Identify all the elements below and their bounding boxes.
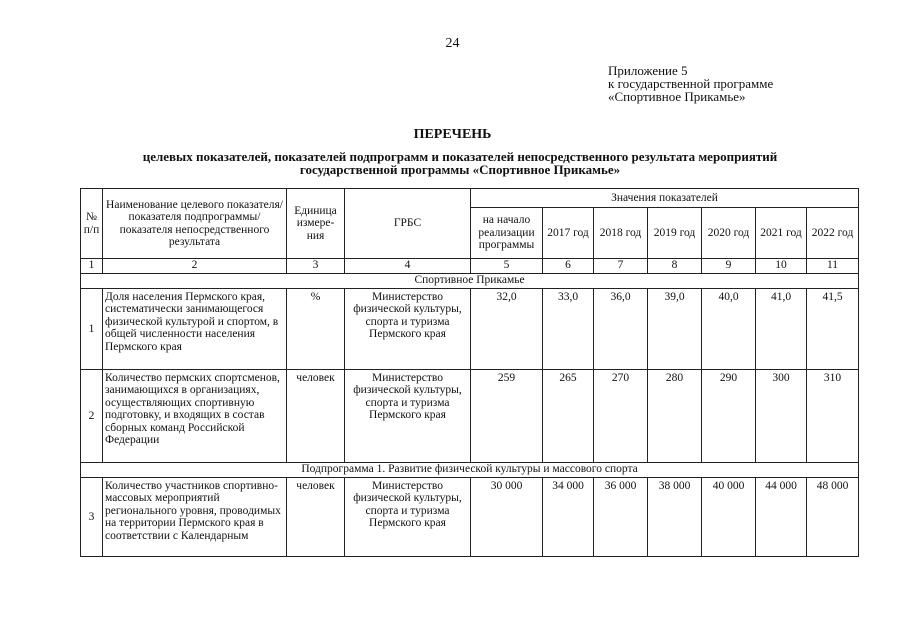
col-number: 8 (648, 259, 702, 274)
indicator-grbs: Министерство физической культуры, спорта и туризма Пермского края (345, 370, 471, 463)
indicator-grbs: Министерство физической культуры, спорта и туризма Пермского края (345, 289, 471, 370)
value-start: 32,0 (471, 289, 543, 370)
col-number: 11 (807, 259, 859, 274)
header-2020: 2020 год (702, 208, 756, 259)
value-2019: 39,0 (648, 289, 702, 370)
header-2018: 2018 год (594, 208, 648, 259)
value-2018: 270 (594, 370, 648, 463)
indicator-unit: % (287, 289, 345, 370)
value-start: 30 000 (471, 478, 543, 557)
document-title: ПЕРЕЧЕНЬ (413, 127, 492, 142)
value-2021: 44 000 (756, 478, 807, 557)
value-2018: 36 000 (594, 478, 648, 557)
col-number: 3 (287, 259, 345, 274)
indicators-table (80, 188, 859, 557)
value-2020: 40,0 (702, 289, 756, 370)
header-start: на начало реализации программы (471, 208, 543, 259)
header-2021: 2021 год (756, 208, 807, 259)
value-2021: 300 (756, 370, 807, 463)
value-2019: 280 (648, 370, 702, 463)
col-number: 5 (471, 259, 543, 274)
table-row (81, 289, 859, 370)
col-number: 4 (345, 259, 471, 274)
header-2022: 2022 год (807, 208, 859, 259)
value-2017: 34 000 (543, 478, 594, 557)
value-2017: 265 (543, 370, 594, 463)
value-2022: 41,5 (807, 289, 859, 370)
header-num: № п/п (81, 189, 103, 259)
col-number: 1 (81, 259, 103, 274)
appendix-note (608, 64, 773, 103)
section-row-subprogram-1 (81, 463, 859, 478)
appendix-line-3: «Спортивное Прикамье» (608, 89, 746, 104)
header-unit: Единица измере-ния (287, 189, 345, 259)
indicator-grbs: Министерство физической культуры, спорта и туризма Пермского края (345, 478, 471, 557)
table-row (81, 478, 859, 557)
section-program-title: Спортивное Прикамье (81, 274, 859, 289)
value-start: 259 (471, 370, 543, 463)
indicator-name: Количество пермских спортсменов, занимающихся в организациях, осуществляющих спортивную подготовку, и входящих в состав сборных команд Российской Федерации (103, 370, 287, 463)
section-subprogram-1-title: Подпрограмма 1. Развитие физической культуры и массового спорта (81, 463, 859, 478)
subtitle-line-2: государственной программы «Спортивное Прикамье» (299, 162, 621, 177)
indicator-unit: человек (287, 370, 345, 463)
page-number: 24 (445, 36, 460, 51)
document-subtitle (60, 150, 860, 176)
value-2020: 290 (702, 370, 756, 463)
header-name: Наименование целевого показателя/показателя подпрограммы/показателя непосредственного результата (103, 189, 287, 259)
value-2020: 40 000 (702, 478, 756, 557)
value-2022: 48 000 (807, 478, 859, 557)
value-2021: 41,0 (756, 289, 807, 370)
col-number: 2 (103, 259, 287, 274)
value-2019: 38 000 (648, 478, 702, 557)
col-number: 9 (702, 259, 756, 274)
header-row-main (81, 189, 859, 208)
col-number: 6 (543, 259, 594, 274)
appendix-line-2: к государственной программе (608, 76, 774, 91)
subtitle-line-1: целевых показателей, показателей подпрограмм и показателей непосредственного результата мероприятий (142, 149, 778, 164)
row-index: 2 (81, 370, 103, 463)
column-number-row (81, 259, 859, 274)
col-number: 10 (756, 259, 807, 274)
value-2018: 36,0 (594, 289, 648, 370)
table-row (81, 370, 859, 463)
value-2022: 310 (807, 370, 859, 463)
appendix-line-1: Приложение 5 (608, 63, 688, 78)
section-row-program (81, 274, 859, 289)
header-2017: 2017 год (543, 208, 594, 259)
indicator-unit: человек (287, 478, 345, 557)
col-number: 7 (594, 259, 648, 274)
header-2019: 2019 год (648, 208, 702, 259)
row-index: 3 (81, 478, 103, 557)
header-grbs: ГРБС (345, 189, 471, 259)
header-values-group: Значения показателей (471, 189, 859, 208)
value-2017: 33,0 (543, 289, 594, 370)
indicator-name: Доля населения Пермского края, систематически занимающегося физической культурой и спортом, в общей численности населения Пермского края (103, 289, 287, 370)
indicator-name: Количество участников спортивно-массовых мероприятий регионального уровня, проводимых на территории Пермского края в соответствии с Календарным (103, 478, 287, 557)
row-index: 1 (81, 289, 103, 370)
